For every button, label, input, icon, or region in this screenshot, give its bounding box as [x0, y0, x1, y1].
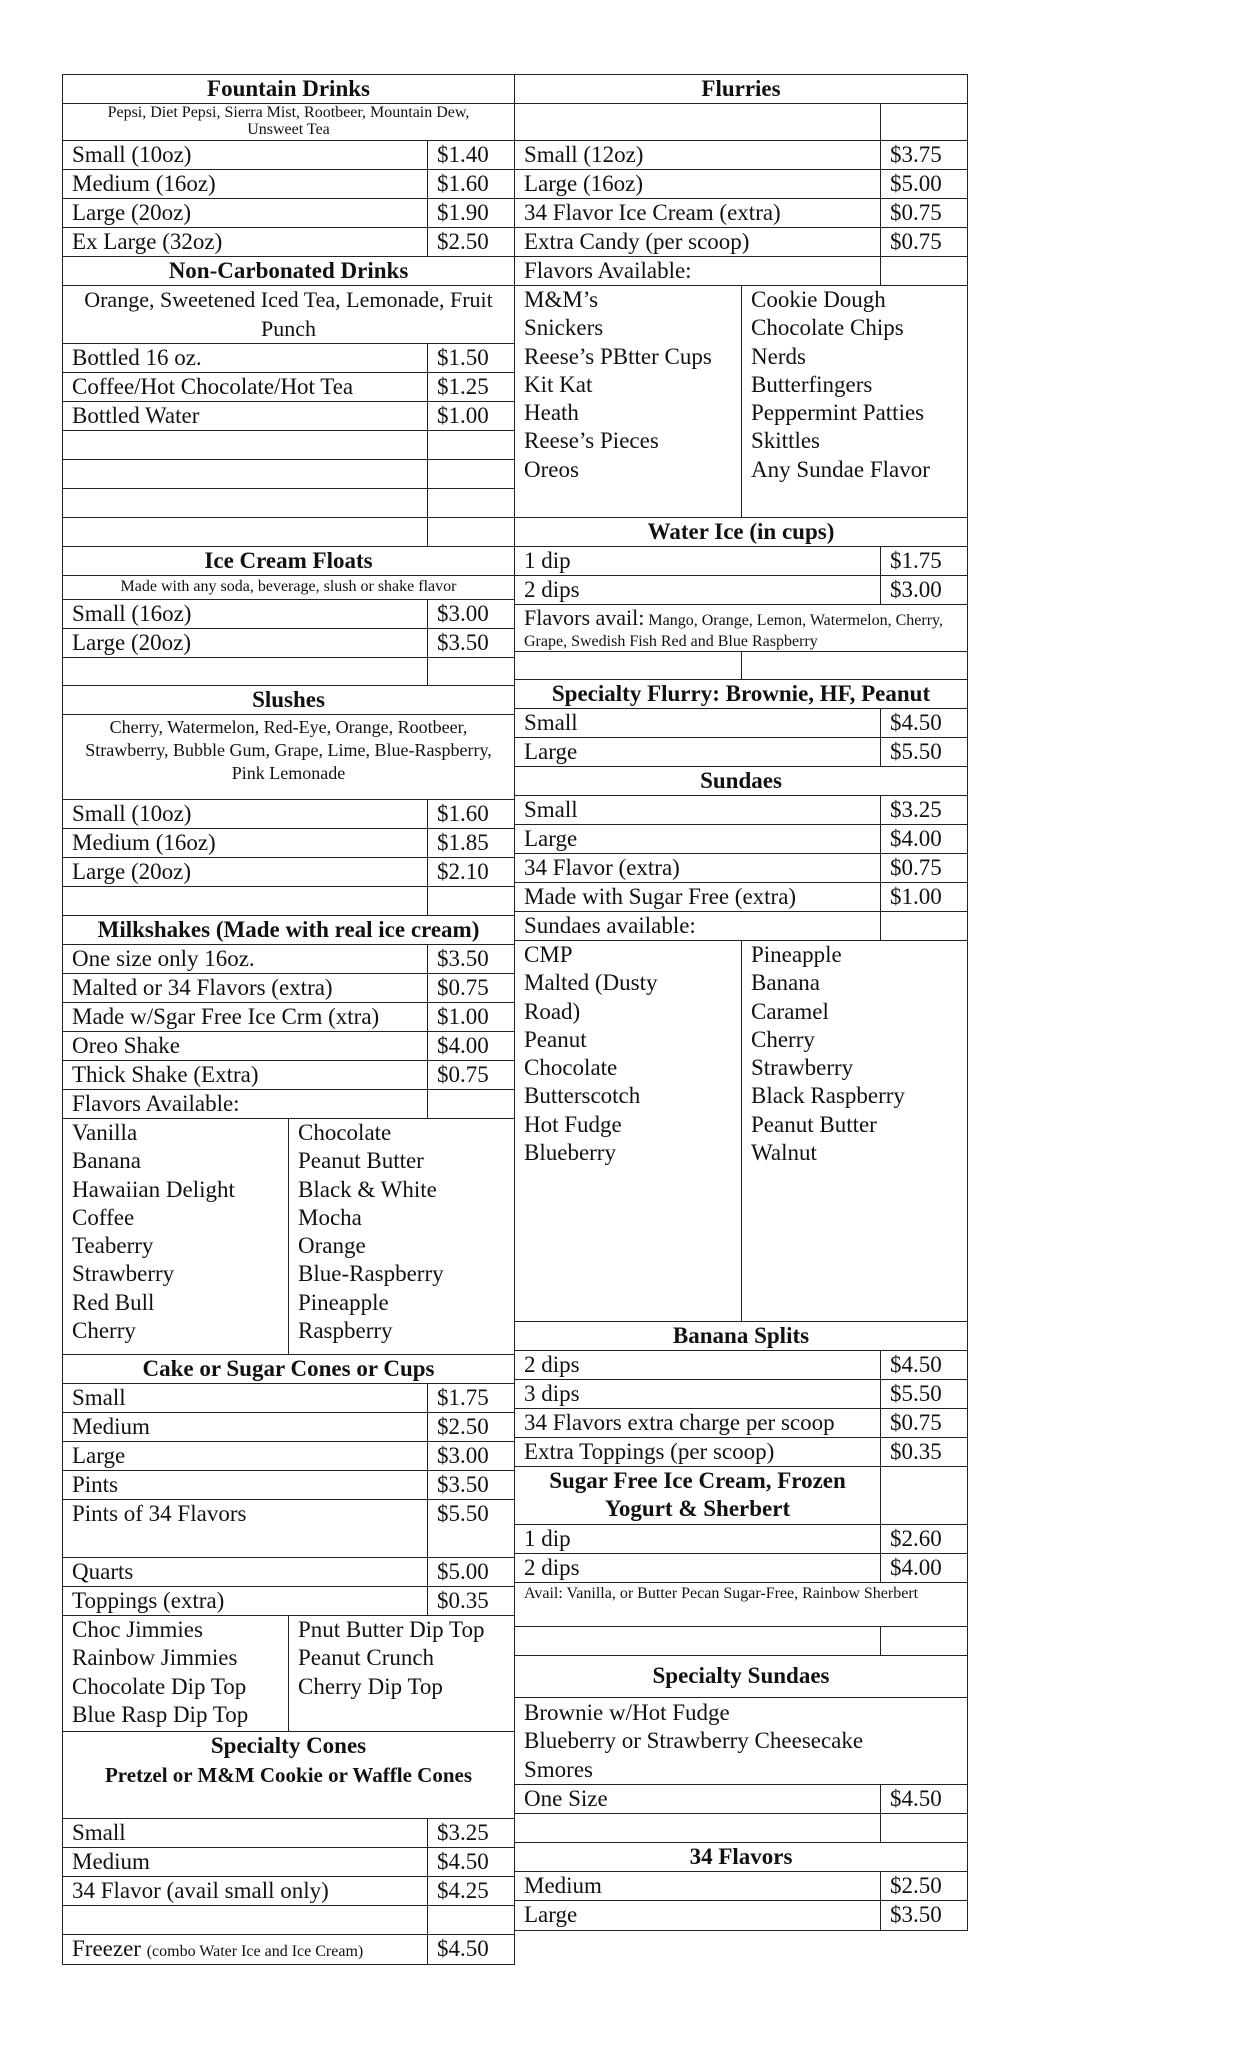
- menu-item: Medium (16oz): [72, 830, 216, 855]
- empty-row: [63, 431, 514, 460]
- menu-item: Small: [72, 1385, 126, 1410]
- list-item: Cherry: [72, 1318, 136, 1344]
- menu-item: 2 dips: [524, 1352, 580, 1377]
- list-item: Caramel: [751, 998, 829, 1024]
- list-item: Banana: [72, 1148, 141, 1174]
- menu-item: Large (20oz): [72, 630, 191, 655]
- menu-item: 34 Flavor (avail small only): [72, 1878, 329, 1903]
- list-item: Hot Fudge: [524, 1111, 622, 1137]
- menu-price: $4.50: [427, 1848, 514, 1876]
- freezer-name: Freezer: [72, 1936, 141, 1961]
- specialty-flurry-title: Specialty Flurry: Brownie, HF, Peanut: [551, 681, 931, 706]
- list-item: Reese’s Pieces: [524, 428, 659, 454]
- menu-item: 1 dip: [524, 1526, 571, 1551]
- sugar-free-title: Sugar Free Ice Cream, Frozen Yogurt & Sherbert: [549, 1468, 846, 1521]
- menu-price: $5.50: [880, 738, 967, 766]
- menu-price: $4.25: [427, 1877, 514, 1905]
- sundae-flavors: [515, 941, 967, 1322]
- list-item: Teaberry: [72, 1233, 154, 1259]
- water-ice-flavors: [515, 605, 967, 651]
- menu-price: $4.00: [880, 825, 967, 853]
- toppings-list: [63, 1616, 514, 1732]
- list-item: Vanilla: [72, 1120, 138, 1145]
- menu-item: Medium (16oz): [72, 171, 216, 196]
- menu-item: Bottled Water: [72, 403, 200, 428]
- list-item: Banana: [751, 970, 820, 996]
- menu-price: $4.50: [880, 1351, 967, 1379]
- list-item: Pineapple: [751, 942, 842, 967]
- right-menu-column: [515, 74, 968, 1931]
- non-carbonated-title: Non-Carbonated Drinks: [168, 258, 409, 283]
- water-ice-title: Water Ice (in cups): [647, 519, 835, 544]
- 34-flavors-title: 34 Flavors: [689, 1844, 793, 1869]
- list-item: Peanut Butter: [751, 1111, 877, 1137]
- list-item: Skittles: [751, 428, 821, 454]
- menu-item: Made w/Sgar Free Ice Crm (xtra): [72, 1004, 380, 1029]
- menu-price: $5.50: [427, 1500, 514, 1557]
- menu-price: $2.60: [880, 1525, 967, 1553]
- menu-price: $3.00: [427, 1442, 514, 1470]
- menu-item: 2 dips: [524, 1555, 580, 1580]
- menu-item: 34 Flavor Ice Cream (extra): [524, 200, 781, 225]
- menu-item: Medium: [524, 1873, 602, 1898]
- list-item: Blueberry or Strawberry Cheesecake: [524, 1728, 864, 1754]
- menu-price: $1.50: [427, 344, 514, 372]
- empty-row: [515, 652, 967, 680]
- menu-price: $4.00: [880, 1554, 967, 1582]
- menu-price: $1.25: [427, 373, 514, 401]
- menu-item: Small (10oz): [72, 142, 192, 167]
- list-item: Malted (Dusty: [524, 970, 658, 996]
- list-item: Blue Rasp Dip Top: [72, 1701, 249, 1727]
- list-item: Black & White: [298, 1176, 437, 1202]
- menu-item: Large (20oz): [72, 200, 191, 225]
- non-carbonated-desc: Orange, Sweetened Iced Tea, Lemonade, Fruit Punch: [84, 287, 493, 341]
- menu-item: Thick Shake (Extra): [72, 1062, 259, 1087]
- menu-price: $3.50: [427, 629, 514, 657]
- menu-price: $4.00: [427, 1032, 514, 1060]
- menu-item: Large: [524, 1902, 578, 1927]
- slushes-desc: Cherry, Watermelon, Red-Eye, Orange, Rootbeer, Strawberry, Bubble Gum, Grape, Lime, Blue-Raspberry, Pink Lemonade: [85, 717, 492, 783]
- menu-item: Medium: [72, 1414, 150, 1439]
- list-item: Chocolate Chips: [751, 315, 904, 341]
- menu-price: $0.35: [427, 1587, 514, 1615]
- empty-row: [63, 489, 514, 518]
- menu-item: Pints of 34 Flavors: [72, 1501, 247, 1526]
- list-item: Orange: [298, 1233, 366, 1259]
- menu-price: $1.90: [427, 199, 514, 227]
- list-item: CMP: [524, 942, 573, 967]
- menu-price: $3.50: [880, 1901, 967, 1930]
- list-item: Any Sundae Flavor: [751, 456, 930, 482]
- list-item: Peanut: [524, 1026, 587, 1052]
- empty-row: [63, 1906, 514, 1935]
- empty-row: [63, 518, 514, 547]
- menu-price: $0.75: [880, 199, 967, 227]
- flavors-label: Flavors Available:: [524, 258, 692, 283]
- menu-item: 34 Flavors extra charge per scoop: [524, 1410, 835, 1435]
- menu-item: Quarts: [72, 1559, 134, 1584]
- water-ice-flavors-label: Flavors avail:: [524, 605, 645, 630]
- menu-price: $3.50: [427, 1471, 514, 1499]
- left-menu-column: [62, 74, 515, 1965]
- menu-price: $4.50: [880, 709, 967, 737]
- menu-item: Extra Candy (per scoop): [524, 229, 750, 254]
- menu-price: $0.75: [427, 974, 514, 1002]
- sundaes-title: Sundaes: [700, 768, 782, 793]
- menu-price: $0.75: [427, 1061, 514, 1089]
- water-ice-flavors-list: Mango, Orange, Lemon, Watermelon, Cherry, Grape, Swedish Fish Red and Blue Raspberry: [524, 612, 943, 650]
- flavors-label: Flavors Available:: [72, 1091, 240, 1116]
- slushes-title: Slushes: [252, 687, 325, 712]
- list-item: Pnut Butter Dip Top: [298, 1617, 485, 1642]
- flurries-title: Flurries: [701, 76, 781, 101]
- specialty-sundaes-title: Specialty Sundaes: [652, 1663, 830, 1688]
- menu-item: Large: [72, 1443, 126, 1468]
- menu-item: Large: [524, 739, 578, 764]
- list-item: Rainbow Jimmies: [72, 1645, 238, 1671]
- menu-item: Coffee/Hot Chocolate/Hot Tea: [72, 374, 354, 399]
- list-item: Nerds: [751, 343, 806, 369]
- menu-price: $5.00: [880, 170, 967, 198]
- menu-price: $1.00: [427, 402, 514, 430]
- cones-title: Cake or Sugar Cones or Cups: [142, 1356, 435, 1381]
- banana-splits-title: Banana Splits: [672, 1323, 810, 1348]
- menu-item: Small: [72, 1820, 126, 1845]
- menu-item: Bottled 16 oz.: [72, 345, 202, 370]
- menu-price: $1.40: [427, 141, 514, 169]
- milkshake-flavors: [63, 1119, 514, 1355]
- empty-row: [63, 887, 514, 916]
- empty-row: [63, 460, 514, 489]
- list-item: Chocolate: [298, 1120, 392, 1145]
- menu-item: One Size: [524, 1786, 608, 1811]
- list-item: Hawaiian Delight: [72, 1176, 235, 1202]
- specialty-cones-subtitle: Pretzel or M&M Cookie or Waffle Cones: [104, 1762, 473, 1787]
- empty-row: [515, 1627, 967, 1656]
- sundaes-available-label: Sundaes available:: [524, 913, 696, 938]
- list-item: Cherry Dip Top: [298, 1673, 443, 1699]
- list-item: Snickers: [524, 315, 604, 341]
- list-item: Choc Jimmies: [72, 1617, 203, 1642]
- menu-item: Small: [524, 797, 578, 822]
- menu-price: $1.85: [427, 829, 514, 857]
- menu-item: Pints: [72, 1472, 119, 1497]
- menu-item: Oreo Shake: [72, 1033, 180, 1058]
- list-item: Road): [524, 998, 581, 1024]
- menu-price: $0.75: [880, 1409, 967, 1437]
- list-item: Strawberry: [72, 1261, 175, 1287]
- menu-item: Small (12oz): [524, 142, 644, 167]
- specialty-cones-title: Specialty Cones: [210, 1733, 367, 1758]
- menu-price: $0.75: [880, 228, 967, 256]
- menu-price: $2.50: [880, 1872, 967, 1900]
- menu-price: $0.75: [880, 854, 967, 882]
- menu-price: $5.50: [880, 1380, 967, 1408]
- menu-item: Large (16oz): [524, 171, 643, 196]
- menu-item: Medium: [72, 1849, 150, 1874]
- menu-price: $0.35: [880, 1438, 967, 1466]
- flurry-flavors: [515, 286, 967, 518]
- menu-price: $3.25: [427, 1819, 514, 1847]
- menu-price: $3.75: [880, 141, 967, 169]
- menu-item: Small (16oz): [72, 601, 192, 626]
- menu-item: Made with Sugar Free (extra): [524, 884, 797, 909]
- menu-price: $1.00: [427, 1003, 514, 1031]
- menu-item: 2 dips: [524, 577, 580, 602]
- menu-price: $2.50: [427, 228, 514, 256]
- list-item: Kit Kat: [524, 371, 593, 397]
- menu-price: $3.00: [427, 600, 514, 628]
- menu-price: $3.50: [427, 945, 514, 973]
- menu-item: One size only 16oz.: [72, 946, 255, 971]
- ice-cream-floats-desc: Made with any soda, beverage, slush or shake flavor: [120, 578, 457, 595]
- list-item: Mocha: [298, 1204, 362, 1230]
- list-item: Reese’s PBtter Cups: [524, 343, 712, 369]
- menu-item: Small (10oz): [72, 801, 192, 826]
- list-item: Walnut: [751, 1140, 817, 1166]
- menu-item: Malted or 34 Flavors (extra): [72, 975, 333, 1000]
- list-item: Peanut Butter: [298, 1148, 424, 1174]
- menu-item: Small: [524, 710, 578, 735]
- freezer-note: (combo Water Ice and Ice Cream): [146, 1943, 364, 1960]
- list-item: Chocolate: [524, 1055, 618, 1081]
- list-item: Coffee: [72, 1204, 135, 1230]
- menu-price: $2.50: [427, 1413, 514, 1441]
- list-item: Blue-Raspberry: [298, 1261, 444, 1287]
- menu-price: $4.50: [880, 1785, 967, 1813]
- list-item: Peppermint Patties: [751, 400, 925, 426]
- list-item: Black Raspberry: [751, 1083, 905, 1109]
- empty-row: [515, 1814, 967, 1843]
- list-item: Strawberry: [751, 1055, 854, 1081]
- list-item: Raspberry: [298, 1318, 393, 1344]
- menu-item: Ex Large (32oz): [72, 229, 223, 254]
- menu-price: $1.00: [880, 883, 967, 911]
- list-item: Butterfingers: [751, 371, 873, 397]
- list-item: M&M’s: [524, 287, 599, 312]
- menu-item: Large: [524, 826, 578, 851]
- menu-price: $5.00: [427, 1558, 514, 1586]
- list-item: Butterscotch: [524, 1083, 641, 1109]
- menu-item: Extra Toppings (per scoop): [524, 1439, 775, 1464]
- menu-price: $3.00: [880, 576, 967, 604]
- milkshakes-title: Milkshakes (Made with real ice cream): [97, 917, 480, 942]
- menu-item: Toppings (extra): [72, 1588, 225, 1613]
- menu-item: 1 dip: [524, 548, 571, 573]
- empty-row: [63, 658, 514, 686]
- list-item: Smores: [524, 1756, 593, 1782]
- menu-price: $3.25: [880, 796, 967, 824]
- menu-item: 3 dips: [524, 1381, 580, 1406]
- menu-item: [63, 1935, 427, 1964]
- menu-item: Large (20oz): [72, 859, 191, 884]
- menu-price: $2.10: [427, 858, 514, 886]
- list-item: Red Bull: [72, 1289, 155, 1315]
- list-item: Pineapple: [298, 1289, 389, 1315]
- menu-price: $1.60: [427, 800, 514, 828]
- empty-row: [515, 104, 967, 141]
- list-item: Cherry: [751, 1026, 815, 1052]
- fountain-drinks-desc: Pepsi, Diet Pepsi, Sierra Mist, Rootbeer, Mountain Dew, Unsweet Tea: [107, 104, 470, 138]
- list-item: Oreos: [524, 456, 579, 482]
- fountain-drinks-title: Fountain Drinks: [207, 76, 370, 101]
- list-item: Cookie Dough: [751, 287, 886, 312]
- menu-price: $1.75: [427, 1384, 514, 1412]
- list-item: Chocolate Dip Top: [72, 1673, 247, 1699]
- list-item: Heath: [524, 400, 579, 426]
- menu-price: $1.75: [880, 547, 967, 575]
- sugar-free-avail: Avail: Vanilla, or Butter Pecan Sugar-Free, Rainbow Sherbert: [524, 1585, 919, 1602]
- ice-cream-floats-title: Ice Cream Floats: [204, 548, 373, 573]
- list-item: Brownie w/Hot Fudge: [524, 1700, 730, 1725]
- list-item: Peanut Crunch: [298, 1645, 435, 1671]
- list-item: Blueberry: [524, 1140, 616, 1166]
- menu-price: $4.50: [427, 1935, 514, 1964]
- menu-item: 34 Flavor (extra): [524, 855, 680, 880]
- menu-price: $1.60: [427, 170, 514, 198]
